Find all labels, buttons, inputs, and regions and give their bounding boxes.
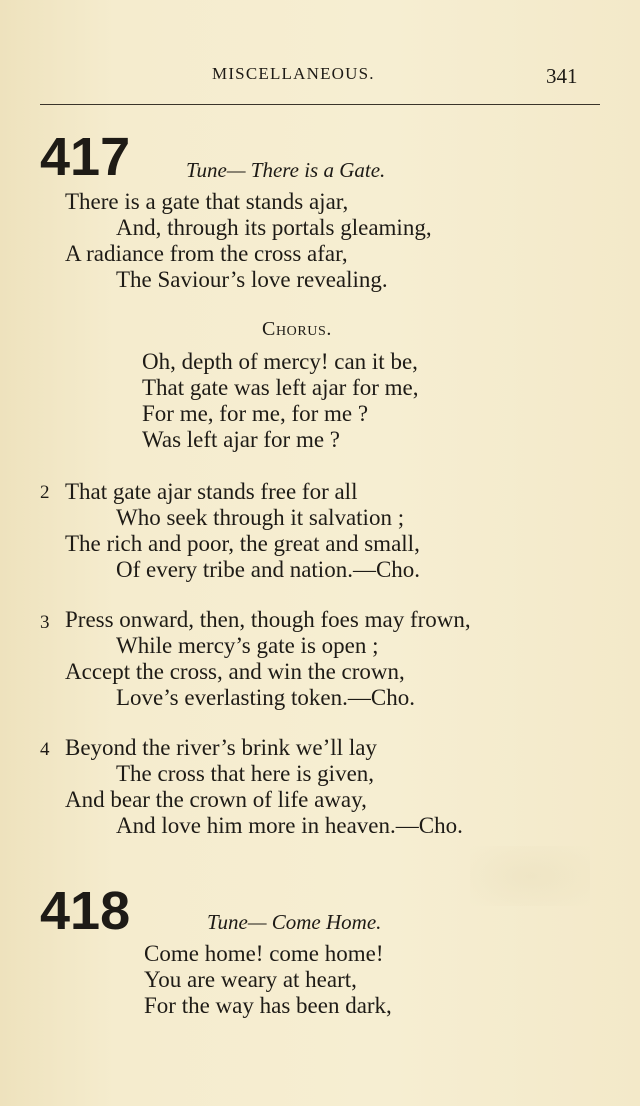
tune-line-417: Tune— There is a Gate. [186,158,386,182]
chorus-line-2: That gate was left ajar for me, [142,375,419,400]
hymn418-line-2: You are weary at heart, [144,967,357,992]
verse1-line-3: A radiance from the cross afar, [65,241,348,266]
chorus-heading: Chorus. [262,318,332,340]
verse2-line-1: That gate ajar stands free for all [65,479,358,504]
verse4-line-4: And love him more in heaven.—Cho. [116,813,463,838]
tune-line-418: Tune— Come Home. [207,910,382,934]
verse2-line-2: Who seek through it salvation ; [116,505,405,530]
header-rule [40,104,600,105]
hymn-number-417: 417 [40,127,131,187]
verse2-line-4: Of every tribe and nation.—Cho. [116,557,421,582]
verse1-line-4: The Saviour’s love revealing. [116,267,388,292]
verse3-line-1: Press onward, then, though foes may frown, [65,607,471,632]
verse4-line-2: The cross that here is given, [116,761,375,786]
verse4-line-3: And bear the crown of life away, [65,787,367,812]
verse2-line-3: The rich and poor, the great and small, [65,531,420,556]
verse-number-4: 4 [40,739,50,760]
chorus-line-3: For me, for me, for me ? [142,401,369,426]
verse-number-3: 3 [40,612,50,633]
running-head: MISCELLANEOUS. [212,64,375,83]
chorus-line-4: Was left ajar for me ? [142,427,341,452]
paper-bleed-through [470,846,590,906]
hymn418-line-3: For the way has been dark, [144,993,392,1018]
verse1-line-1: There is a gate that stands ajar, [65,189,349,214]
page-number: 341 [546,64,578,88]
verse3-line-3: Accept the cross, and win the crown, [65,659,405,684]
hymn-number-418: 418 [40,881,131,941]
verse3-line-2: While mercy’s gate is open ; [116,633,379,658]
verse1-line-2: And, through its portals gleaming, [116,215,432,240]
verse3-line-4: Love’s everlasting token.—Cho. [116,685,415,710]
hymn418-line-1: Come home! come home! [144,941,384,966]
chorus-line-1: Oh, depth of mercy! can it be, [142,349,418,374]
verse-number-2: 2 [40,482,50,503]
verse4-line-1: Beyond the river’s brink we’ll lay [65,735,377,760]
